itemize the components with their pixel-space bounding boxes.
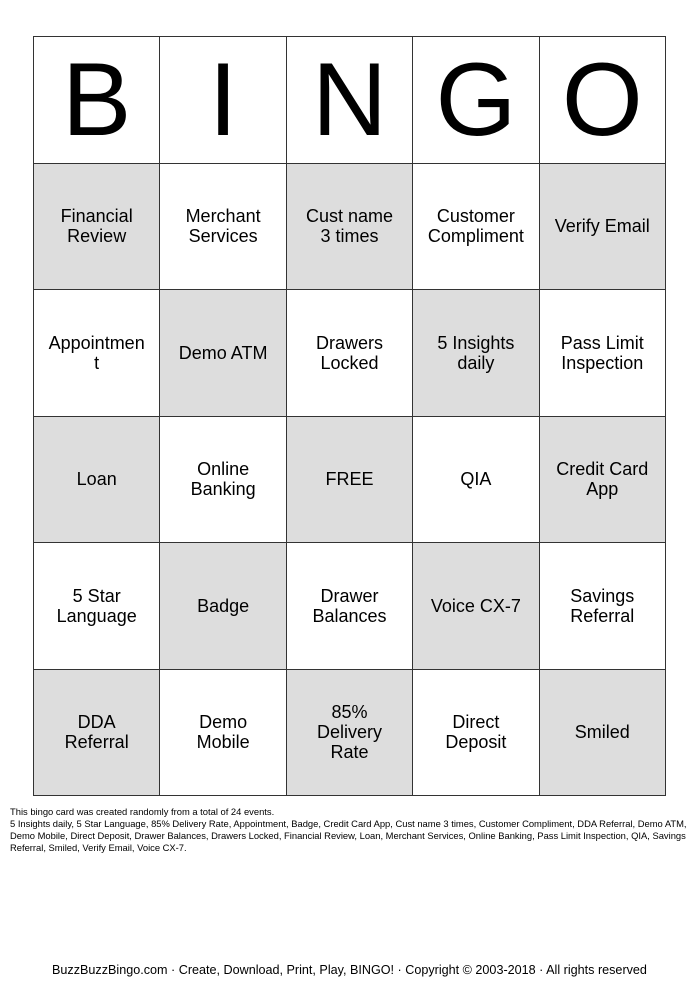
bingo-cell: [160, 670, 286, 797]
bingo-cell-label: Verify Email: [554, 216, 650, 237]
bingo-cell-label: DDA Referral: [64, 712, 129, 753]
bingo-card: [33, 36, 666, 796]
bingo-cell-label: Cust name 3 times: [305, 206, 393, 247]
free-space-label: FREE: [325, 469, 374, 490]
header-letter-o: O: [540, 37, 666, 164]
bingo-cell-label: Savings Referral: [570, 585, 635, 626]
bingo-cell-label: Voice CX-7: [430, 595, 521, 616]
bingo-cell: [34, 543, 160, 670]
header-letter-g: G: [413, 37, 539, 164]
bingo-cell: [160, 164, 286, 291]
bingo-cell: [413, 670, 539, 797]
bingo-cell-label: Demo Mobile: [196, 712, 250, 753]
page-footer: BuzzBuzzBingo.com · Create, Download, Print, Play, BINGO! · Copyright © 2003-2018 · All rights reserved: [52, 963, 647, 977]
card-note: [10, 806, 690, 854]
note-event-list: 5 Insights daily, 5 Star Language, 85% Delivery Rate, Appointment, Badge, Credit Card App, Cust name 3 times, Customer Compliment, DDA Referral, Demo ATM, Demo Mobile, Direct Deposit, Drawer Balances, Drawers Locked, Financial Review, Loan, Merchant Services, Online Banking, Pass Limit Inspection, QIA, Savings Referral, Smiled, Verify Email, Voice CX-7.: [10, 818, 687, 853]
bingo-cell: [160, 543, 286, 670]
bingo-cell: [160, 290, 286, 417]
bingo-cell-label: Badge: [197, 595, 250, 616]
bingo-cell: [540, 543, 666, 670]
bingo-cell-label: Drawers Locked: [315, 332, 383, 373]
bingo-cell: [34, 164, 160, 291]
bingo-cell-label: Customer Compliment: [427, 206, 524, 247]
header-letter-n: N: [287, 37, 413, 164]
header-letter-i: I: [160, 37, 286, 164]
bingo-cell: [413, 290, 539, 417]
bingo-cell: [540, 290, 666, 417]
bingo-cell: [287, 290, 413, 417]
bingo-cell: [413, 417, 539, 544]
bingo-cell-label: Financial Review: [60, 206, 133, 247]
bingo-cell-label: QIA: [460, 469, 492, 490]
bingo-cell: [540, 670, 666, 797]
bingo-cell-label: Drawer Balances: [312, 585, 387, 626]
bingo-cell-label: Smiled: [574, 722, 630, 743]
bingo-cell-label: Online Banking: [190, 459, 256, 500]
bingo-cell-label: Direct Deposit: [445, 712, 507, 753]
bingo-cell: [413, 164, 539, 291]
bingo-cell-label: 85% Delivery Rate: [316, 702, 382, 763]
bingo-cell: [540, 417, 666, 544]
bingo-cell-label: Credit Card App: [556, 459, 649, 500]
bingo-cell-label: Demo ATM: [178, 342, 268, 363]
bingo-cell: [287, 543, 413, 670]
bingo-cell: [413, 543, 539, 670]
bingo-cell: [160, 417, 286, 544]
bingo-cell-label: Pass Limit Inspection: [560, 332, 644, 373]
bingo-cell: [34, 670, 160, 797]
bingo-cell-label: Merchant Services: [185, 206, 261, 247]
bingo-cell-label: 5 Star Language: [56, 585, 137, 626]
bingo-cell: [34, 290, 160, 417]
bingo-cell: [34, 417, 160, 544]
bingo-cell: [287, 164, 413, 291]
bingo-cell: [287, 670, 413, 797]
note-intro: This bingo card was created randomly from a total of 24 events.: [10, 806, 275, 817]
bingo-cell-label: 5 Insights daily: [437, 332, 515, 373]
header-letter-b: B: [34, 37, 160, 164]
bingo-cell-label: Appointment: [48, 332, 145, 373]
bingo-cell: [540, 164, 666, 291]
free-space-cell: [287, 417, 413, 544]
bingo-cell-label: Loan: [76, 469, 117, 490]
